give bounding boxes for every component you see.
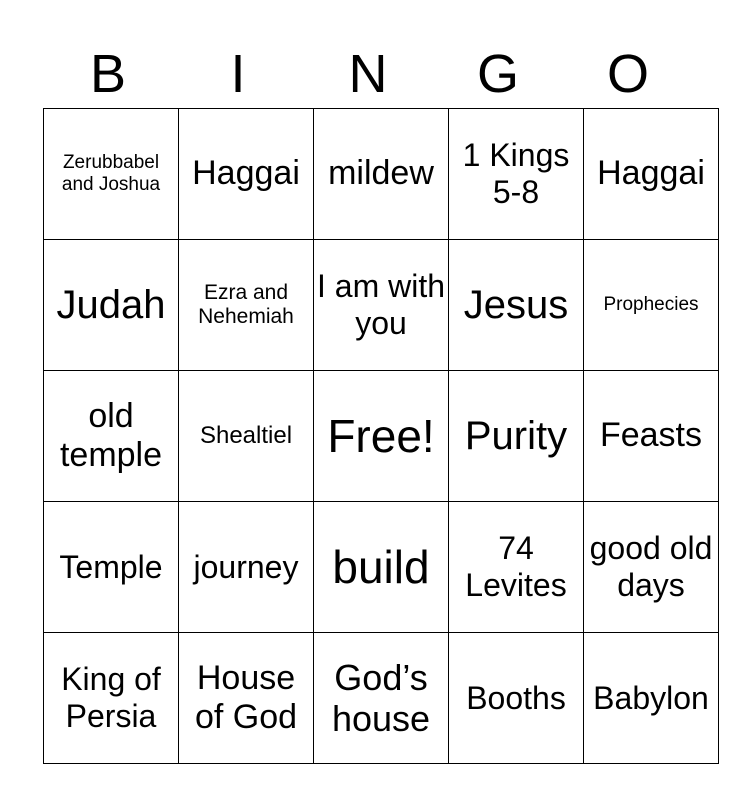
bingo-cell[interactable]: Babylon	[584, 633, 719, 764]
bingo-cell[interactable]: King of Persia	[44, 633, 179, 764]
bingo-cell[interactable]: I am with you	[314, 240, 449, 371]
header-letter-n: N	[348, 44, 388, 104]
bingo-cell[interactable]: Judah	[44, 240, 179, 371]
board-row	[44, 109, 719, 240]
bingo-board	[43, 108, 719, 764]
bingo-cell[interactable]: 74 Levites	[449, 502, 584, 633]
bingo-cell[interactable]: old temple	[44, 371, 179, 502]
bingo-cell[interactable]: God’s house	[314, 633, 449, 764]
bingo-cell[interactable]: Temple	[44, 502, 179, 633]
bingo-cell[interactable]: mildew	[314, 109, 449, 240]
bingo-cell[interactable]: Haggai	[179, 109, 314, 240]
bingo-cell[interactable]: Booths	[449, 633, 584, 764]
bingo-cell[interactable]: build	[314, 502, 449, 633]
bingo-cell[interactable]: 1 Kings 5-8	[449, 109, 584, 240]
bingo-cell[interactable]: Haggai	[584, 109, 719, 240]
bingo-cell[interactable]: Prophecies	[584, 240, 719, 371]
bingo-cell[interactable]: Purity	[449, 371, 584, 502]
bingo-cell[interactable]: House of God	[179, 633, 314, 764]
board-row	[44, 633, 719, 764]
bingo-cell[interactable]: Feasts	[584, 371, 719, 502]
bingo-cell[interactable]: Shealtiel	[179, 371, 314, 502]
bingo-cell[interactable]: good old days	[584, 502, 719, 633]
bingo-header	[43, 40, 693, 108]
header-letter-o: O	[606, 44, 649, 104]
header-letter-i: I	[230, 44, 246, 104]
bingo-cell[interactable]: journey	[179, 502, 314, 633]
free-space-cell[interactable]: Free!	[314, 371, 449, 502]
board-row	[44, 502, 719, 633]
board-row	[44, 240, 719, 371]
board-row	[44, 371, 719, 502]
bingo-cell[interactable]: Jesus	[449, 240, 584, 371]
header-letter-b: B	[89, 44, 127, 104]
bingo-cell[interactable]: Ezra and Nehemiah	[179, 240, 314, 371]
bingo-cell[interactable]: Zerubbabel and Joshua	[44, 109, 179, 240]
header-letter-g: G	[476, 44, 519, 104]
